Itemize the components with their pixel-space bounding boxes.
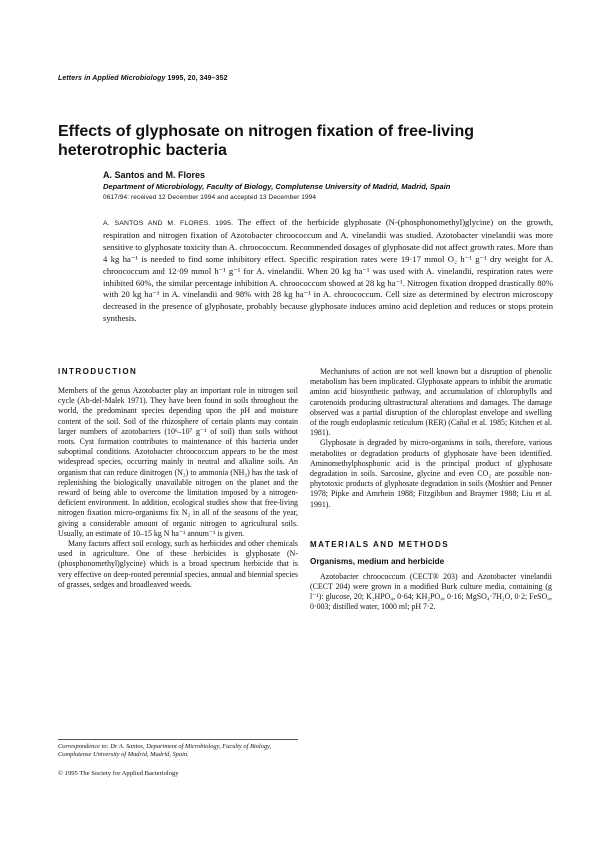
correspondence-footnote: Correspondence to: Dr A. Santos, Department of Microbiology, Faculty of Biology, Complutense University of Madrid, Madrid, Spain. [58,743,272,759]
left-column [58,367,298,590]
methods-subheading: Organisms, medium and herbicide [310,556,445,566]
intro-paragraph-4: Glyphosate is degraded by micro-organisms in soils, therefore, various metabolites or degradation products of glyphosate have been identified. Aminomethylphosphonic acid is the principal product of glyphosate degradation in soils. Sarcosine, glycine and even CO₂ are possible non-phytotoxic products of glyphosate degradation in soils (Moshier and Penner 1978; Pipke and Amrhein 1988; Fitzgibbon and Braymer 1988; Liu et al. 1991). [310,438,552,509]
methods-heading: MATERIALS AND METHODS [310,539,450,549]
intro-paragraph-1: Members of the genus Azotobacter play an important role in nitrogen soil cycle (Ab-del-Malek 1971). They have been found in soils throughout the world, the predominant species depending upon the pH and moisture content of the soil. Soil of the rhizosphere of certain plants may contain larger numbers of azotobacters (10⁶–10⁷ g⁻¹ of soil) than soils without roots. Cyst formation contributes to maintenance of this bacteria under suboptimal conditions. Azotobacter chroococcum appears to be the most widespread species, occurring mainly in neutral and alkaline soils. An organism that can reduce dinitrogen (N₂) to ammonia (NH₃) has the task of replenishing the biologically unavailable nitrogen on the planet and the reward of being able to overcome the limitation imposed by a nitrogen-deficient environment. In addition, ecological studies show that free-living nitrogen fixation micro-organisms fix N₂ in all of the seasons of the year, giving a considerable amount of organic nitrogen to agricultural soils. Usually, an estimate of 10–15 kg N ha⁻¹ annum⁻¹ is given. [58,386,298,538]
abstract-lead: A. SANTOS AND M. FLORES. 1995. [103,220,234,227]
abstract [103,217,553,325]
copyright-line: © 1995 The Society for Applied Bacteriology [58,770,179,777]
intro-paragraph-3: Mechanisms of action are not well known but a disruption of phenolic metabolism has been implicated. Glyphosate appears to inhibit the aromatic amino acid biosynthetic pathway, and accumulation of chlorophylls and carotenoids producing ultrastructural alterations and damages. The damage observed was a partial disruption of the chloroplast envelope and swelling of the rough endoplasmic reticulum (RER) (Cañal et al. 1985; Kitchen et al. 1981). [310,367,552,438]
methods-paragraph-1: Azotobacter chroococcum (CECT® 203) and Azotobacter vinelandii (CECT 204) were grown in a modified Burk culture media, containing (g l⁻¹): glucose, 20; K₂HPO₄, 0·64; KH₂PO₄, 0·16; MgSO₄·7H₂O, 0·2; FeSO₄, 0·003; distilled water, 1000 ml; pH 7·2. [310,571,552,612]
article-authors: A. Santos and M. Flores [103,170,206,180]
received-dates: 0617/94: received 12 December 1994 and accepted 13 December 1994 [103,194,317,201]
methods-section [310,540,552,613]
volume-info: 1995, 20, 349–352 [167,75,228,82]
author-affiliation: Department of Microbiology, Faculty of Biology, Complutense University of Madrid, Madrid, Spain [103,182,451,191]
running-header [58,75,228,82]
journal-name: Letters in Applied Microbiology [58,75,166,82]
introduction-heading: INTRODUCTION [58,367,138,376]
intro-paragraph-2: Many factors affect soil ecology, such as herbicides and other chemicals used in agriculture. One of these herbicides is glyphosate (N-(phosphonomethyl)glycine) which is a broad spectrum herbicide that is very effective on deep-rooted perennial species, annual and biennial species of grasses, sedges and broadleaved weeds. [58,539,298,589]
footnote-rule [58,739,298,740]
right-column [310,367,552,613]
article-title: Effects of glyphosate on nitrogen fixation of free-living heterotrophic bacteria [58,123,475,159]
abstract-text: The effect of the herbicide glyphosate (N-(phosphonomethyl)glycine) on the growth, respiration and nitrogen fixation of Azotobacter chroococcum and A. vinelandii was studied. Azotobacter vinelandii was more sensitive to glyphosate toxicity than A. chroococcum. Recommended dosages of glyphosate did not affect growth rates. More than 4 kg ha⁻¹ is needed to find some inhibitory effect. Specific respiration rates were 19·17 mmol O₂ h⁻¹ g⁻¹ dry weight for A. chroococcum and 12·09 mmol h⁻¹ g⁻¹ for A. vinelandii. When 20 kg ha⁻¹ was used with A. vinelandii, respiration rates were inhibited 60%, the similar percentage inhibition A. chroococcum showed at 28 kg ha⁻¹. Nitrogen fixation dropped drastically 80% with 20 kg ha⁻¹ in A. vinelandii and 98% with 28 kg ha⁻¹ in A. chroococcum. Cell size as determined by electron microscopy decreased in the presence of glyphosate, probably because glyphosate induces amino acid depletion and reduces or stops protein synthesis. [103,217,554,324]
